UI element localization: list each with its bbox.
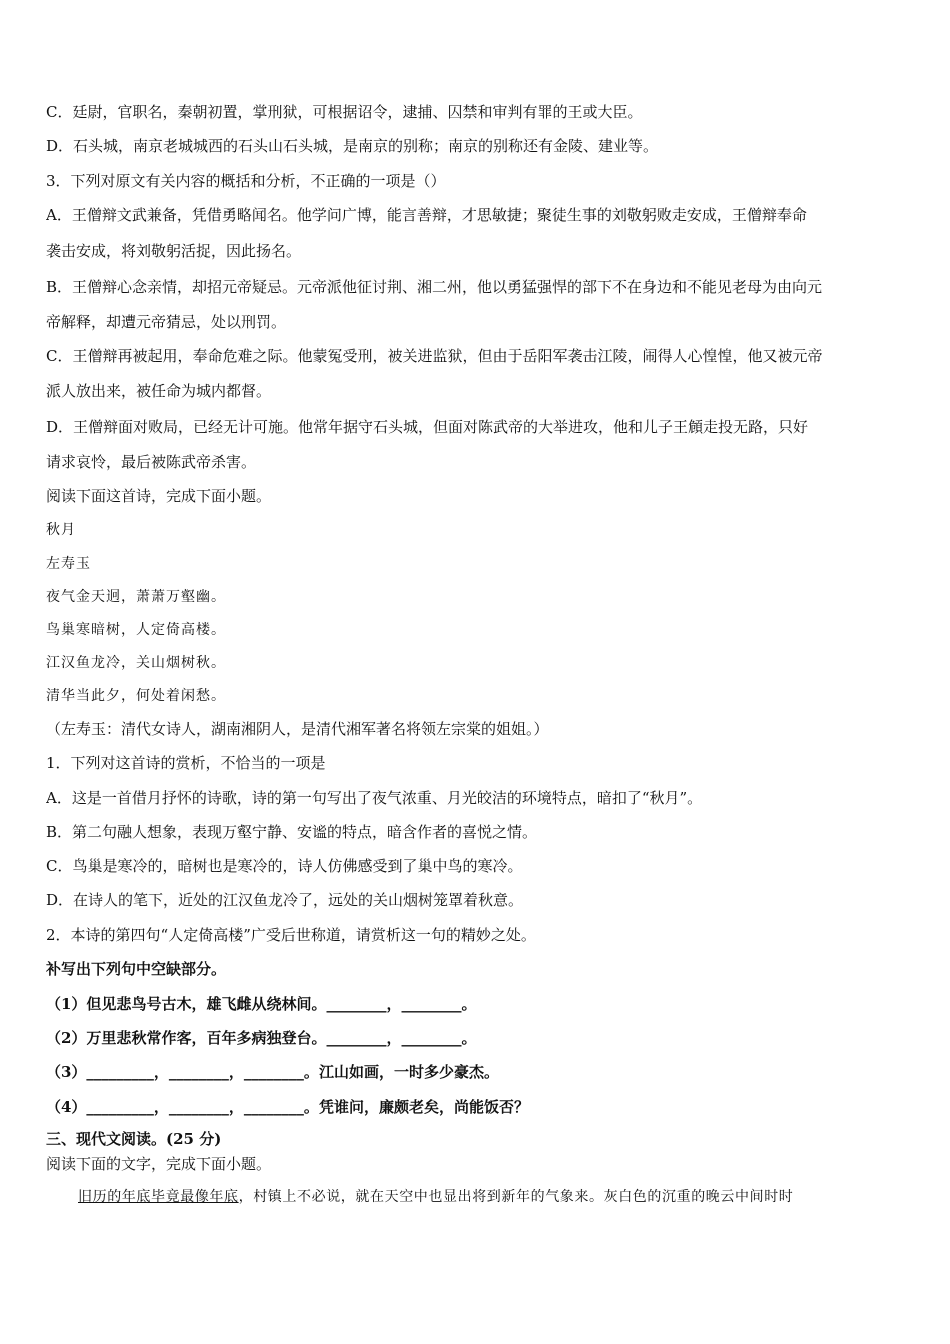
q3-option-d-line1: D．王僧辩面对败局，已经无计可施。他常年据守石头城，但面对陈武帝的大举进攻，他和儿子王頠走投无路，只好 [46,418,809,436]
poem-q1-option-b: B．第二句融人想象，表现万壑宁静、安谧的特点，暗含作者的喜悦之情。 [46,823,538,841]
poem-q1-option-a: A．这是一首借月抒怀的诗歌，诗的第一句写出了夜气浓重、月光皎洁的环境特点，暗扣了“秋月”。 [46,789,703,807]
passage-underlined-phrase: 旧历的年底毕竟最像年底 [78,1189,239,1205]
poem-author: 左寿玉 [46,556,91,572]
poem-intro: 阅读下面这首诗，完成下面小题。 [46,487,272,505]
poem-line-3: 江汉鱼龙冷，关山烟树秋。 [46,655,226,671]
poem-q1-option-d: D．在诗人的笔下，近处的江汉鱼龙冷了，远处的关山烟树笼罩着秋意。 [46,891,524,909]
poem-q1-stem: 1．下列对这首诗的赏析，不恰当的一项是 [46,754,326,772]
poem-line-4: 清华当此夕，何处着闲愁。 [46,688,226,704]
poem-line-2: 鸟巢寒暗树，人定倚高楼。 [46,622,226,638]
q3-option-b-line2: 帝解释，却遭元帝猜忌，处以刑罚。 [46,313,287,331]
q2-option-c: C．廷尉，官职名，秦朝初置，掌刑狱，可根据诏令，逮捕、囚禁和审判有罪的王或大臣。 [46,103,643,121]
poem-note: （左寿玉：清代女诗人，湖南湘阴人，是清代湘军著名将领左宗棠的姐姐。） [46,720,549,738]
fill-blank-item-2: （2）万里悲秋常作客，百年多病独登台。________，________。 [46,1029,477,1047]
poem-q2-stem: 2．本诗的第四句“人定倚高楼”广受后世称道，请赏析这一句的精妙之处。 [46,926,536,944]
passage-paragraph-1-text: ，村镇上不必说，就在天空中也显出将到新年的气象来。灰白色的沉重的晚云中间时时 [238,1189,794,1205]
fill-blank-title: 补写出下列句中空缺部分。 [46,960,227,978]
section-3-intro: 阅读下面的文字，完成下面小题。 [46,1155,272,1173]
q3-option-c-line1: C．王僧辩再被起用，奉命危难之际。他蒙冤受刑，被关进监狱，但由于岳阳军袭击江陵，闹得人心惶惶，他又被元帝 [46,347,823,365]
passage-paragraph-1 [78,1187,908,1207]
q3-option-d-line2: 请求哀怜，最后被陈武帝杀害。 [46,453,257,471]
poem-title: 秋月 [46,522,76,538]
q3-option-c-line2: 派人放出来，被任命为城内都督。 [46,382,272,400]
q3-option-b-line1: B．王僧辩心念亲情，却招元帝疑忌。元帝派他征讨荆、湘二州，他以勇猛强悍的部下不在身边和不能见老母为由向元 [46,278,823,296]
fill-blank-item-4: （4）_________，________，________。凭谁问，廉颇老矣，尚能饭否？ [46,1098,529,1116]
q3-option-a-line1: A．王僧辩文武兼备，凭借勇略闻名。他学问广博，能言善辩，才思敏捷；聚徒生事的刘敬躬败走安成，王僧辩奉命 [46,206,807,224]
fill-blank-item-1: （1）但见悲鸟号古木，雄飞雌从绕林间。________，________。 [46,995,477,1013]
q3-stem: 3．下列对原文有关内容的概括和分析，不正确的一项是（） [46,172,446,190]
q2-option-d: D．石头城，南京老城城西的石头山石头城，是南京的别称；南京的别称还有金陵、建业等。 [46,137,659,155]
fill-blank-item-3: （3）_________，________，________。江山如画，一时多少豪杰。 [46,1063,499,1081]
section-3-title: 三、现代文阅读。(25 分) [46,1130,222,1148]
q3-option-a-line2: 袭击安成，将刘敬躬活捉，因此扬名。 [46,242,302,260]
poem-q1-option-c: C．鸟巢是寒冷的，暗树也是寒冷的，诗人仿佛感受到了巢中鸟的寒冷。 [46,857,523,875]
poem-line-1: 夜气金天迥，萧萧万壑幽。 [46,589,226,605]
